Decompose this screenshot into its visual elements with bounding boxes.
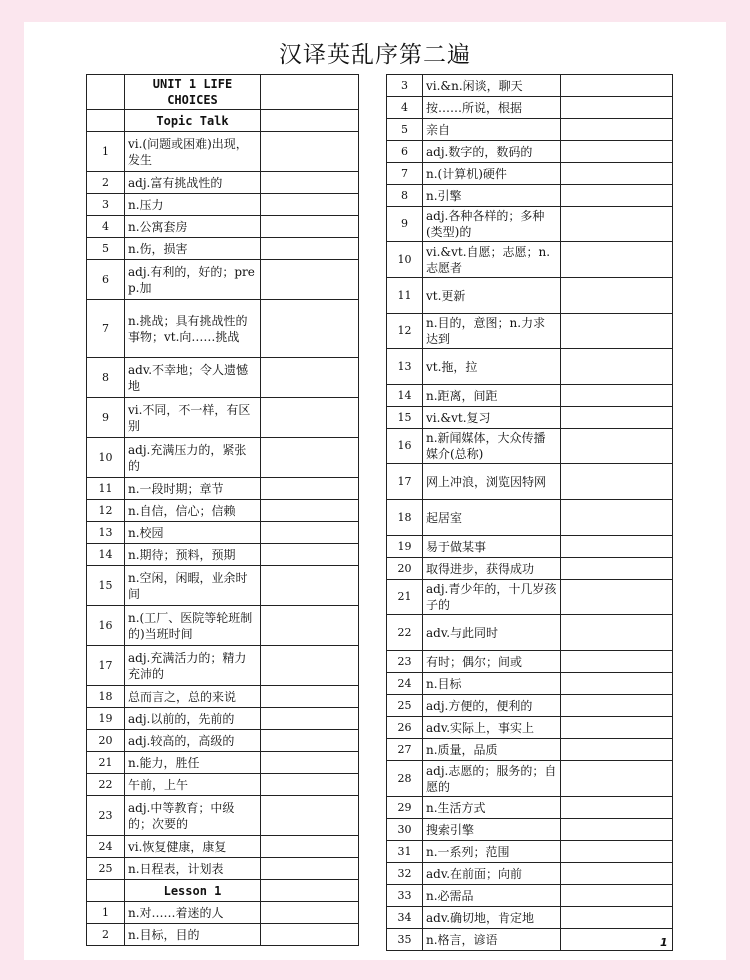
answer-cell[interactable] <box>261 438 359 478</box>
definition-text: n.距离，间距 <box>423 385 561 407</box>
table-row <box>87 902 359 924</box>
answer-cell[interactable] <box>261 132 359 172</box>
definition-text: adj.各种各样的；多种(类型)的 <box>423 207 561 242</box>
answer-cell[interactable] <box>261 478 359 500</box>
answer-cell[interactable] <box>261 172 359 194</box>
page-title: 汉译英乱序第二遍 <box>279 42 471 68</box>
answer-cell[interactable] <box>561 717 673 739</box>
table-row <box>387 314 673 349</box>
answer-cell[interactable] <box>561 558 673 580</box>
answer-cell[interactable] <box>261 686 359 708</box>
row-number: 30 <box>387 819 423 841</box>
definition-text: 取得进步，获得成功 <box>423 558 561 580</box>
answer-cell[interactable] <box>561 761 673 797</box>
row-number: 28 <box>387 761 423 797</box>
row-number: 2 <box>87 172 125 194</box>
row-number: 3 <box>87 194 125 216</box>
answer-cell[interactable] <box>261 858 359 880</box>
table-row <box>87 752 359 774</box>
row-number: 15 <box>387 407 423 429</box>
answer-cell[interactable] <box>561 207 673 242</box>
answer-cell[interactable] <box>261 358 359 398</box>
answer-cell[interactable] <box>561 615 673 651</box>
section-header-row <box>87 75 359 110</box>
row-number: 23 <box>387 651 423 673</box>
table-row <box>87 796 359 836</box>
table-row <box>87 194 359 216</box>
table-row <box>387 819 673 841</box>
table-row <box>387 141 673 163</box>
definition-text: n.校园 <box>125 522 261 544</box>
table-row <box>87 858 359 880</box>
definition-text: n.压力 <box>125 194 261 216</box>
definition-text: adv.与此同时 <box>423 615 561 651</box>
definition-text: 有时；偶尔；间或 <box>423 651 561 673</box>
answer-cell[interactable] <box>261 260 359 300</box>
row-number: 33 <box>387 885 423 907</box>
table-row <box>87 544 359 566</box>
table-row <box>387 863 673 885</box>
row-number: 8 <box>87 358 125 398</box>
definition-text: n.能力，胜任 <box>125 752 261 774</box>
table-row <box>387 739 673 761</box>
row-number: 22 <box>87 774 125 796</box>
table-row <box>387 673 673 695</box>
table-row <box>387 163 673 185</box>
table-row <box>387 761 673 797</box>
table-row <box>387 651 673 673</box>
row-number: 20 <box>87 730 125 752</box>
definition-text: 起居室 <box>423 500 561 536</box>
definition-text: n.挑战；具有挑战性的事物；vt.向……挑战 <box>125 300 261 358</box>
row-number: 11 <box>87 478 125 500</box>
answer-cell[interactable] <box>561 580 673 615</box>
definition-text: vi.&vt.复习 <box>423 407 561 429</box>
table-row <box>387 464 673 500</box>
answer-cell[interactable] <box>561 242 673 278</box>
definition-text: adj.中等教育；中级的；次要的 <box>125 796 261 836</box>
table-row <box>87 500 359 522</box>
definition-text: adv.实际上，事实上 <box>423 717 561 739</box>
table-row <box>87 300 359 358</box>
table-row <box>87 260 359 300</box>
table-row <box>87 924 359 946</box>
definition-text: adv.不幸地；令人遗憾地 <box>125 358 261 398</box>
row-number: 17 <box>387 464 423 500</box>
definition-text: adj.志愿的；服务的；自愿的 <box>423 761 561 797</box>
answer-cell[interactable] <box>261 606 359 646</box>
row-number <box>87 75 125 110</box>
answer-cell[interactable] <box>561 500 673 536</box>
answer-cell[interactable] <box>561 885 673 907</box>
answer-cell[interactable] <box>561 163 673 185</box>
table-row <box>387 536 673 558</box>
row-number <box>87 880 125 902</box>
answer-cell[interactable] <box>261 836 359 858</box>
row-number <box>87 110 125 132</box>
section-header-row <box>87 110 359 132</box>
page-number: 1 <box>660 936 668 949</box>
row-number: 16 <box>87 606 125 646</box>
definition-text: adj.充满压力的，紧张的 <box>125 438 261 478</box>
definition-text: n.伤，损害 <box>125 238 261 260</box>
answer-cell[interactable] <box>561 278 673 314</box>
table-row <box>87 686 359 708</box>
table-row <box>87 730 359 752</box>
definition-text: 搜索引擎 <box>423 819 561 841</box>
row-number: 29 <box>387 797 423 819</box>
table-row <box>387 929 673 951</box>
table-row <box>87 774 359 796</box>
row-number: 5 <box>387 119 423 141</box>
answer-cell[interactable] <box>261 880 359 902</box>
row-number: 14 <box>87 544 125 566</box>
section-header: Topic Talk <box>125 110 261 132</box>
table-row <box>87 438 359 478</box>
definition-text: adj.较高的，高级的 <box>125 730 261 752</box>
row-number: 10 <box>87 438 125 478</box>
definition-text: vi.&n.闲谈，聊天 <box>423 75 561 97</box>
definition-text: n.一系列；范围 <box>423 841 561 863</box>
row-number: 15 <box>87 566 125 606</box>
row-number: 10 <box>387 242 423 278</box>
definition-text: adj.青少年的，十几岁孩子的 <box>423 580 561 615</box>
table-row <box>387 185 673 207</box>
row-number: 13 <box>387 349 423 385</box>
row-number: 7 <box>87 300 125 358</box>
row-number: 5 <box>87 238 125 260</box>
row-number: 2 <box>87 924 125 946</box>
answer-cell[interactable] <box>561 75 673 97</box>
definition-text: adj.以前的，先前的 <box>125 708 261 730</box>
row-number: 4 <box>387 97 423 119</box>
row-number: 18 <box>87 686 125 708</box>
answer-cell[interactable] <box>261 708 359 730</box>
answer-cell[interactable] <box>261 110 359 132</box>
row-number: 32 <box>387 863 423 885</box>
answer-cell[interactable] <box>261 544 359 566</box>
table-row <box>387 207 673 242</box>
definition-text: n.空闲，闲暇，业余时间 <box>125 566 261 606</box>
row-number: 17 <box>87 646 125 686</box>
section-header-row <box>87 880 359 902</box>
answer-cell[interactable] <box>261 194 359 216</box>
definition-text: n.日程表，计划表 <box>125 858 261 880</box>
table-row <box>87 522 359 544</box>
answer-cell[interactable] <box>561 929 673 951</box>
table-row <box>387 75 673 97</box>
row-number: 25 <box>387 695 423 717</box>
table-row <box>87 606 359 646</box>
answer-cell[interactable] <box>561 407 673 429</box>
table-row <box>87 398 359 438</box>
answer-cell[interactable] <box>561 739 673 761</box>
answer-cell[interactable] <box>561 651 673 673</box>
answer-cell[interactable] <box>561 314 673 349</box>
definition-text: n.公寓套房 <box>125 216 261 238</box>
table-row <box>387 695 673 717</box>
table-row <box>387 278 673 314</box>
answer-cell[interactable] <box>261 902 359 924</box>
answer-cell[interactable] <box>561 429 673 464</box>
row-number: 27 <box>387 739 423 761</box>
definition-text: 总而言之，总的来说 <box>125 686 261 708</box>
table-row <box>87 132 359 172</box>
row-number: 12 <box>387 314 423 349</box>
table-row <box>87 646 359 686</box>
vocab-table-right <box>386 74 673 951</box>
definition-text: adj.有利的，好的；prep.加 <box>125 260 261 300</box>
answer-cell[interactable] <box>261 500 359 522</box>
definition-text: n.生活方式 <box>423 797 561 819</box>
definition-text: 亲自 <box>423 119 561 141</box>
row-number: 3 <box>387 75 423 97</box>
definition-text: n.(工厂、医院等轮班制的)当班时间 <box>125 606 261 646</box>
row-number: 6 <box>387 141 423 163</box>
table-row <box>87 358 359 398</box>
answer-cell[interactable] <box>561 97 673 119</box>
answer-cell[interactable] <box>261 216 359 238</box>
table-row <box>387 385 673 407</box>
answer-cell[interactable] <box>261 796 359 836</box>
table-row <box>387 429 673 464</box>
table-row <box>87 836 359 858</box>
table-row <box>387 407 673 429</box>
definition-text: adj.数字的，数码的 <box>423 141 561 163</box>
row-number: 13 <box>87 522 125 544</box>
answer-cell[interactable] <box>261 398 359 438</box>
definition-text: n.新闻媒体，大众传播媒介(总称) <box>423 429 561 464</box>
row-number: 21 <box>87 752 125 774</box>
row-number: 6 <box>87 260 125 300</box>
definition-text: n.引擎 <box>423 185 561 207</box>
row-number: 1 <box>87 132 125 172</box>
definition-text: 易于做某事 <box>423 536 561 558</box>
answer-cell[interactable] <box>561 185 673 207</box>
answer-cell[interactable] <box>261 522 359 544</box>
row-number: 26 <box>387 717 423 739</box>
definition-text: vi.(问题或困难)出现，发生 <box>125 132 261 172</box>
row-number: 23 <box>87 796 125 836</box>
answer-cell[interactable] <box>261 774 359 796</box>
answer-cell[interactable] <box>261 566 359 606</box>
answer-cell[interactable] <box>561 385 673 407</box>
table-row <box>87 172 359 194</box>
definition-text: n.目标 <box>423 673 561 695</box>
definition-text: n.(计算机)硬件 <box>423 163 561 185</box>
row-number: 16 <box>387 429 423 464</box>
row-number: 34 <box>387 907 423 929</box>
row-number: 19 <box>387 536 423 558</box>
definition-text: n.自信，信心；信赖 <box>125 500 261 522</box>
definition-text: vt.拖，拉 <box>423 349 561 385</box>
row-number: 19 <box>87 708 125 730</box>
table-row <box>87 216 359 238</box>
table-row <box>387 119 673 141</box>
table-row <box>387 558 673 580</box>
answer-cell[interactable] <box>261 730 359 752</box>
row-number: 1 <box>87 902 125 924</box>
definition-text: n.格言，谚语 <box>423 929 561 951</box>
row-number: 8 <box>387 185 423 207</box>
answer-cell[interactable] <box>261 646 359 686</box>
answer-cell[interactable] <box>561 119 673 141</box>
row-number: 20 <box>387 558 423 580</box>
definition-text: n.目的，意图；n.力求达到 <box>423 314 561 349</box>
answer-cell[interactable] <box>261 752 359 774</box>
table-row <box>87 478 359 500</box>
definition-text: adv.确切地，肯定地 <box>423 907 561 929</box>
table-row <box>387 580 673 615</box>
definition-text: n.一段时期；章节 <box>125 478 261 500</box>
vocab-table-left <box>86 74 359 946</box>
row-number: 35 <box>387 929 423 951</box>
answer-cell[interactable] <box>561 673 673 695</box>
answer-cell[interactable] <box>561 797 673 819</box>
definition-text: adj.富有挑战性的 <box>125 172 261 194</box>
row-number: 18 <box>387 500 423 536</box>
row-number: 24 <box>87 836 125 858</box>
row-number: 22 <box>387 615 423 651</box>
definition-text: adj.方便的，便利的 <box>423 695 561 717</box>
definition-text: vi.不同，不一样，有区别 <box>125 398 261 438</box>
answer-cell[interactable] <box>561 841 673 863</box>
section-header: Lesson 1 <box>125 880 261 902</box>
definition-text: n.必需品 <box>423 885 561 907</box>
row-number: 24 <box>387 673 423 695</box>
definition-text: n.对……着迷的人 <box>125 902 261 924</box>
table-row <box>387 885 673 907</box>
answer-cell[interactable] <box>261 75 359 110</box>
section-header: UNIT 1 LIFE CHOICES <box>125 75 261 110</box>
table-row <box>87 566 359 606</box>
definition-text: vi.恢复健康，康复 <box>125 836 261 858</box>
answer-cell[interactable] <box>561 349 673 385</box>
definition-text: vi.&vt.自愿；志愿；n.志愿者 <box>423 242 561 278</box>
table-row <box>87 708 359 730</box>
row-number: 11 <box>387 278 423 314</box>
answer-cell[interactable] <box>261 924 359 946</box>
answer-cell[interactable] <box>261 300 359 358</box>
row-number: 12 <box>87 500 125 522</box>
definition-text: 按……所说，根据 <box>423 97 561 119</box>
table-row <box>87 238 359 260</box>
row-number: 4 <box>87 216 125 238</box>
answer-cell[interactable] <box>561 536 673 558</box>
table-row <box>387 242 673 278</box>
answer-cell[interactable] <box>261 238 359 260</box>
table-row <box>387 841 673 863</box>
answer-cell[interactable] <box>561 907 673 929</box>
table-row <box>387 717 673 739</box>
table-row <box>387 907 673 929</box>
definition-text: 午前，上午 <box>125 774 261 796</box>
definition-text: adv.在前面；向前 <box>423 863 561 885</box>
table-row <box>387 97 673 119</box>
answer-cell[interactable] <box>561 464 673 500</box>
definition-text: adj.充满活力的；精力充沛的 <box>125 646 261 686</box>
table-row <box>387 349 673 385</box>
row-number: 9 <box>87 398 125 438</box>
row-number: 25 <box>87 858 125 880</box>
row-number: 7 <box>387 163 423 185</box>
table-row <box>387 615 673 651</box>
answer-cell[interactable] <box>561 863 673 885</box>
definition-text: n.期待；预料，预期 <box>125 544 261 566</box>
row-number: 9 <box>387 207 423 242</box>
definition-text: vt.更新 <box>423 278 561 314</box>
answer-cell[interactable] <box>561 695 673 717</box>
row-number: 31 <box>387 841 423 863</box>
definition-text: n.质量，品质 <box>423 739 561 761</box>
row-number: 21 <box>387 580 423 615</box>
definition-text: 网上冲浪，浏览因特网 <box>423 464 561 500</box>
table-row <box>387 797 673 819</box>
answer-cell[interactable] <box>561 141 673 163</box>
answer-cell[interactable] <box>561 819 673 841</box>
table-row <box>387 500 673 536</box>
row-number: 14 <box>387 385 423 407</box>
definition-text: n.目标，目的 <box>125 924 261 946</box>
